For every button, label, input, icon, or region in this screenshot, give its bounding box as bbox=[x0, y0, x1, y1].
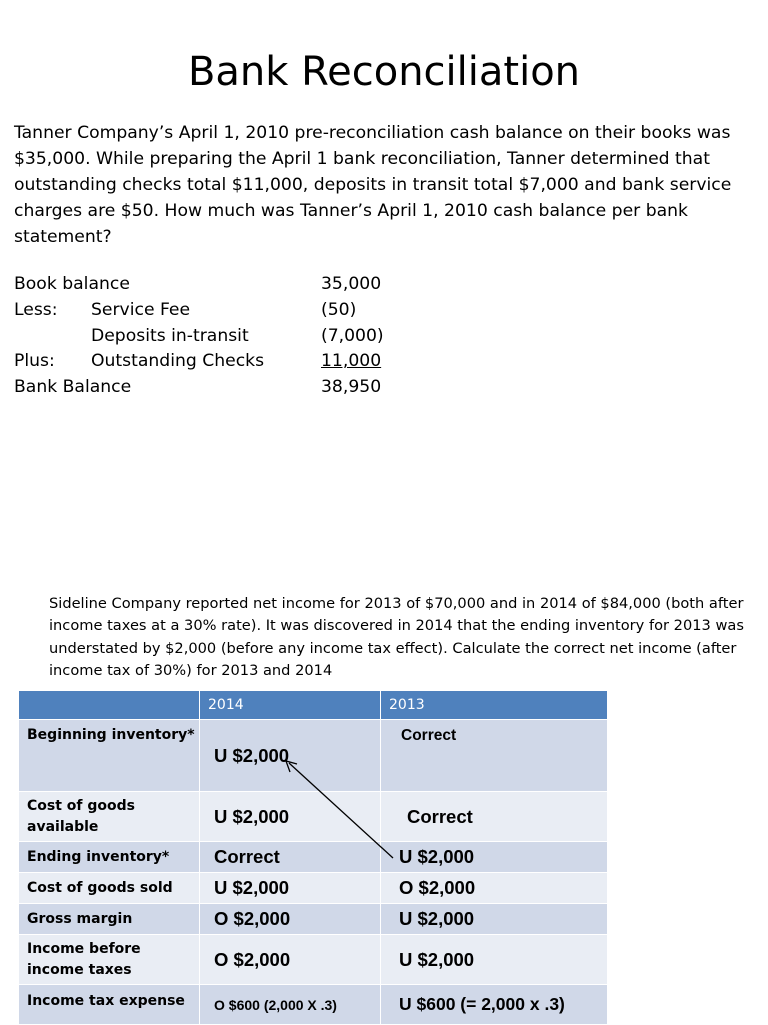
calc-amount: 11,000 bbox=[321, 351, 382, 372]
cell-2013: O $2,000 bbox=[381, 873, 608, 904]
table-row bbox=[19, 935, 608, 985]
table-row bbox=[19, 985, 608, 1025]
row-label: Cost of goods available bbox=[19, 792, 200, 842]
calc-item: Outstanding Checks bbox=[91, 351, 265, 372]
cell-2013: Correct bbox=[381, 792, 608, 842]
table-row bbox=[19, 873, 608, 904]
cell-2013: U $600 (= 2,000 x .3) bbox=[381, 985, 608, 1025]
calc-item: Deposits in-transit bbox=[91, 325, 249, 346]
cell-2013: U $2,000 bbox=[381, 842, 608, 873]
bank-reconciliation-problem: Tanner Company’s April 1, 2010 pre-reconciliation cash balance on their books was $35,000. While preparing the April 1 bank reconciliation, Tanner determined that outstanding checks total $11,000, deposits in transit total $7,000 and bank service charges are $50. How much was Tanner’s April 1, 2010 cash balance per bank statement? bbox=[14, 123, 732, 247]
calc-label: Less: bbox=[14, 299, 58, 320]
inventory-error-problem: Sideline Company reported net income for 2013 of $70,000 and in 2014 of $84,000 (both after income taxes at a 30% rate). It was discovered in 2014 that the ending inventory for 2013 was understated by $2,000 (before any income tax effect). Calculate the correct net income (after income tax of 30%) for 2013 and 2014 bbox=[49, 595, 744, 680]
row-label: Gross margin bbox=[19, 904, 200, 935]
cell-2013: Correct bbox=[381, 720, 608, 792]
row-label: Ending inventory* bbox=[19, 842, 200, 873]
row-label: Income tax expense bbox=[19, 985, 200, 1025]
cell-2013: U $2,000 bbox=[381, 935, 608, 985]
header-2014: 2014 bbox=[200, 691, 381, 720]
calc-item: Service Fee bbox=[91, 299, 191, 320]
calc-amount: (7,000) bbox=[321, 325, 384, 346]
cell-2014: U $2,000 bbox=[200, 792, 381, 842]
cell-2014: O $2,000 bbox=[200, 935, 381, 985]
cell-2014: U $2,000 bbox=[200, 873, 381, 904]
cell-2014: U $2,000 bbox=[200, 720, 381, 792]
calc-label: Bank Balance bbox=[14, 377, 132, 398]
header-blank bbox=[19, 691, 200, 720]
header-2013: 2013 bbox=[381, 691, 608, 720]
calc-amount: 35,000 bbox=[321, 274, 382, 294]
cell-2013: U $2,000 bbox=[381, 904, 608, 935]
table-row bbox=[19, 904, 608, 935]
row-label: Income before income taxes bbox=[19, 935, 200, 985]
inventory-error-table bbox=[18, 690, 608, 1025]
calc-amount: (50) bbox=[321, 299, 357, 320]
cell-2014: O $2,000 bbox=[200, 904, 381, 935]
page-title: Bank Reconciliation bbox=[187, 49, 581, 95]
calc-label: Book balance bbox=[14, 274, 130, 294]
cell-2014: Correct bbox=[200, 842, 381, 873]
row-label: Cost of goods sold bbox=[19, 873, 200, 904]
table-header-row bbox=[19, 691, 608, 720]
calc-label: Plus: bbox=[14, 351, 55, 372]
calc-amount: 38,950 bbox=[321, 377, 382, 398]
table-row bbox=[19, 842, 608, 873]
row-label: Beginning inventory* bbox=[19, 720, 200, 792]
table-row bbox=[19, 792, 608, 842]
table-row bbox=[19, 720, 608, 792]
cell-2014: O $600 (2,000 X .3) bbox=[200, 985, 381, 1025]
